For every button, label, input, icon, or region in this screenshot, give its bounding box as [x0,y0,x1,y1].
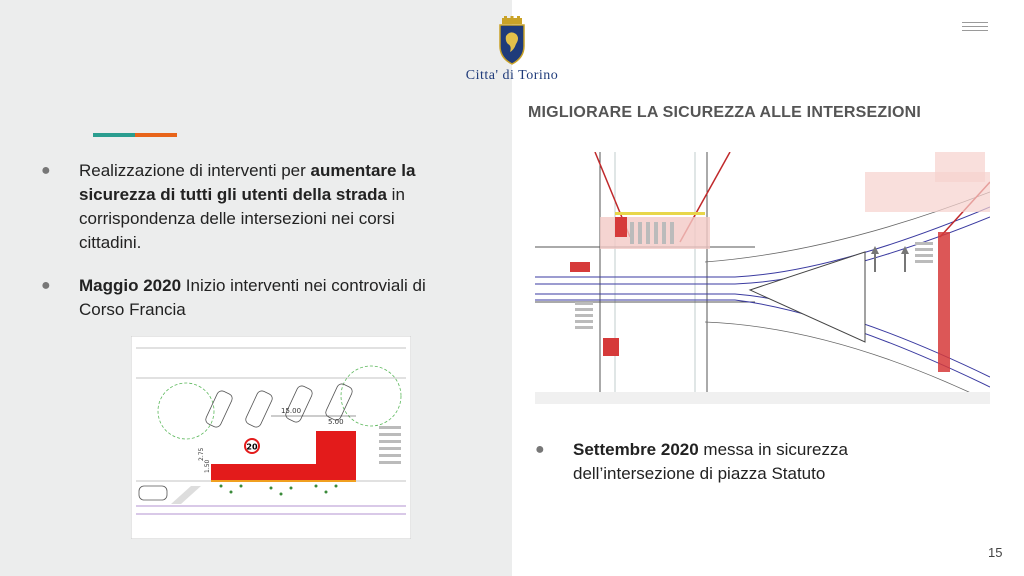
dimension-label: 15.00 [281,407,302,415]
city-logo [450,16,574,86]
bullet-dot: ● [41,162,51,179]
bullet-line [79,274,499,298]
bullet-bold-text: Maggio 2020 [79,276,182,295]
bullet-dot: ● [535,441,545,458]
bullet-settembre [535,438,993,486]
bullet-bold-text: Settembre 2020 [573,440,699,459]
intersection-map-image [535,152,990,404]
speed-limit-sign: 20 [246,442,258,452]
accent-teal [93,133,135,137]
bullet-text: messa in sicurezza [698,440,848,459]
dimension-label: 2.75 [198,447,205,461]
bullet-line: corrispondenza delle intersezioni nei corsi [79,209,395,228]
bullet-line [79,183,499,207]
bullet-line [79,159,499,183]
bullet-text: in [386,185,405,204]
logo-text: Citta' di Torino [465,68,559,83]
menu-icon[interactable] [962,22,988,34]
controviale-diagram-image [131,336,411,539]
accent-orange [135,133,177,137]
bullet-line: Corso Francia [79,300,186,319]
page-number: 15 [988,545,1003,560]
coat-of-arms-icon [450,16,574,68]
bullet-bold-text: sicurezza di tutti gli utenti della strada [79,185,387,204]
bullet-interventions [41,159,499,255]
dimension-label: 1.50 [204,459,211,473]
bullet-text: Inizio interventi nei controviali di [181,276,426,295]
bullet-line: dell’intersezione di piazza Statuto [573,464,826,483]
bullet-bold-text: aumentare la [310,161,416,180]
section-title: MIGLIORARE LA SICUREZZA ALLE INTERSEZIONI [528,104,922,121]
dimension-label: 5.00 [328,418,344,426]
bullet-line [573,438,993,462]
bullet-dot: ● [41,277,51,294]
bullet-line: cittadini. [79,233,142,252]
bullet-maggio [41,274,499,322]
bullet-text: Realizzazione di interventi per [79,161,311,180]
